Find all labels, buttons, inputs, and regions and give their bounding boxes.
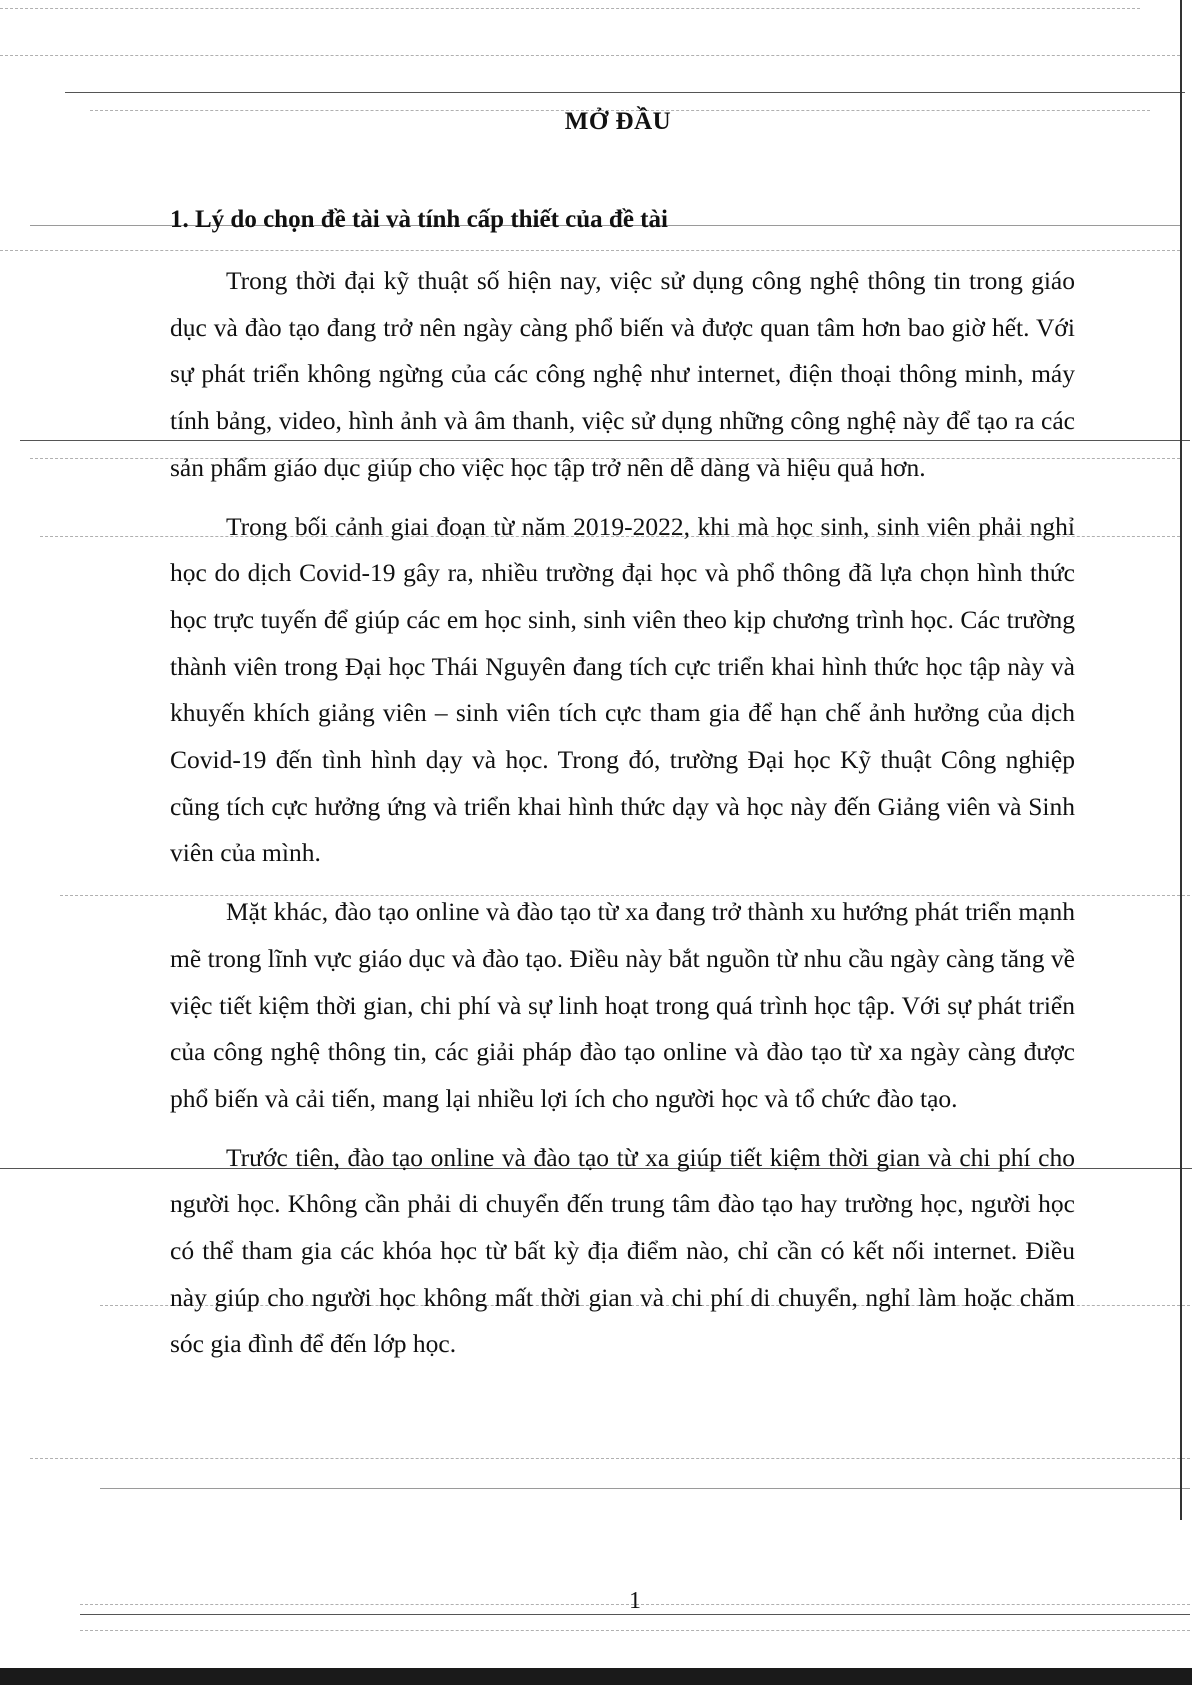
paragraph: Trong thời đại kỹ thuật số hiện nay, việc sử dụng công nghệ thông tin trong giáo dục và đào tạo đang trở nên ngày càng phổ biến và được quan tâm hơn bao giờ hết. Với sự phát triển không ngừng của các công nghệ như internet, điện thoại thông minh, máy tính bảng, video, hình ảnh và âm thanh, việc sử dụng những công nghệ này để tạo ra các sản phẩm giáo dục giúp cho việc học tập trở nên dễ dàng và hiệu quả hơn. (170, 266, 1075, 482)
scan-line (80, 1630, 1190, 1631)
section-title: 1. Lý do chọn đề tài và tính cấp thiết của đề tài (170, 206, 668, 233)
body-text (170, 258, 1075, 1380)
scan-line (0, 8, 1140, 9)
scan-bottom-edge (0, 1668, 1192, 1685)
scan-line (65, 92, 1185, 93)
page-heading: MỞ ĐẦU (564, 108, 672, 135)
scan-line (100, 1488, 1190, 1489)
scan-line (0, 55, 1180, 56)
paragraph: Trong bối cảnh giai đoạn từ năm 2019-2022, khi mà học sinh, sinh viên phải nghỉ học do dịch Covid-19 gây ra, nhiều trường đại học và phổ thông đã lựa chọn hình thức học trực tuyến để giúp các em học sinh, sinh viên theo kịp chương trình học. Các trường thành viên trong Đại học Thái Nguyên đang tích cực triển khai hình thức học tập này và khuyến khích giảng viên – sinh viên tích cực tham gia để hạn chế ảnh hưởng của dịch Covid-19 đến tình hình dạy và học. Trong đó, trường Đại học Kỹ thuật Công nghiệp cũng tích cực hưởng ứng và triển khai hình thức dạy và học này đến Giảng viên và Sinh viên của mình. (170, 511, 1075, 868)
paragraph: Trước tiên, đào tạo online và đào tạo từ xa giúp tiết kiệm thời gian và chi phí cho người học. Không cần phải di chuyển đến trung tâm đào tạo hay trường học, người học có thể tham gia các khóa học từ bất kỳ địa điểm nào, chỉ cần có kết nối internet. Điều này giúp cho người học không mất thời gian và chi phí di chuyển, nghỉ làm hoặc chăm sóc gia đình để đến lớp học. (170, 1142, 1075, 1359)
scan-edge-line (1180, 0, 1182, 1520)
scan-line (0, 250, 1180, 251)
paragraph: Mặt khác, đào tạo online và đào tạo từ xa đang trở thành xu hướng phát triển mạnh mẽ trong lĩnh vực giáo dục và đào tạo. Điều này bắt nguồn từ nhu cầu ngày càng tăng về việc tiết kiệm thời gian, chi phí và sự linh hoạt trong quá trình học tập. Với sự phát triển của công nghệ thông tin, các giải pháp đào tạo online và đào tạo từ xa ngày càng được phổ biến và cải tiến, mang lại nhiều lợi ích cho người học và tổ chức đào tạo. (170, 897, 1075, 1113)
page-number: 1 (629, 1588, 641, 1614)
scan-line (30, 1458, 1190, 1459)
